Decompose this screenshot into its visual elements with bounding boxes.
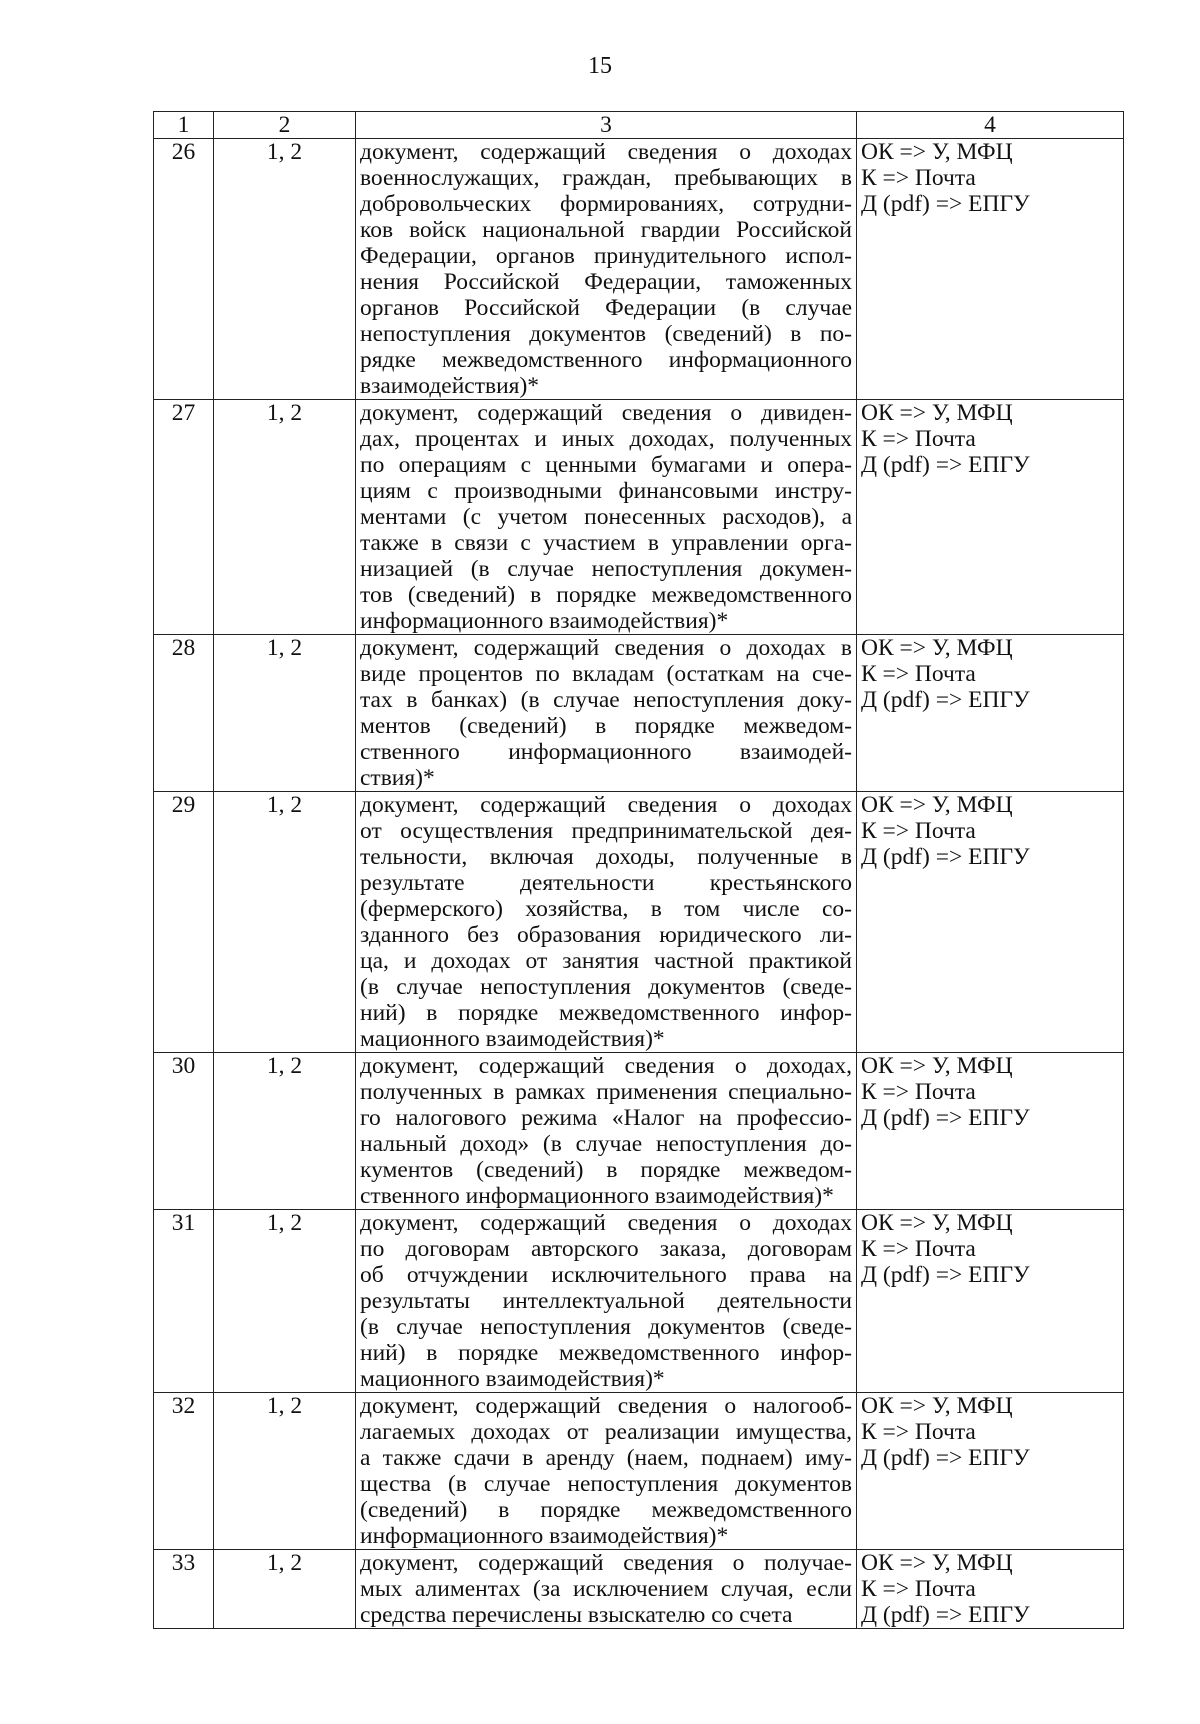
row-document-description [356,139,857,400]
document-text-line: мационного взаимодействия)* [360,1026,665,1052]
document-text-line: документ, содержащий сведения о доходах [360,792,852,818]
table-row [154,139,1124,400]
row-stages: 1, 2 [214,400,356,635]
submission-form-line: Д (pdf) => ЕПГУ [861,452,1030,478]
row-number: 28 [154,635,214,792]
document-text-line: ствия)* [360,765,435,791]
submission-form-line: К => Почта [861,1419,976,1445]
submission-form-line: ОК => У, МФЦ [861,400,1013,426]
document-text-line: полученных в рамках применения специально- [360,1079,852,1105]
row-stages: 1, 2 [214,139,356,400]
submission-form-line: К => Почта [861,426,976,452]
document-text-line: по договорам авторского заказа, договорам [360,1236,852,1262]
row-document-description [356,1550,857,1629]
document-text-line: по операциям с ценными бумагами и опера- [360,452,852,478]
row-document-description [356,1053,857,1210]
submission-form-line: ОК => У, МФЦ [861,1053,1013,1079]
document-text-line: виде процентов по вкладам (остаткам на сче- [360,661,852,687]
document-text-line: также в связи с участием в управлении орга- [360,530,852,556]
document-text-line: документ, содержащий сведения о доходах [360,139,852,165]
document-text-line: органов Российской Федерации (в случае [360,295,852,321]
row-number: 33 [154,1550,214,1629]
document-text-line: нения Российской Федерации, таможенных [360,269,852,295]
row-number: 32 [154,1393,214,1550]
document-text-line: (в случае непоступления документов (сведе- [360,974,852,1000]
page-number: 15 [588,53,612,79]
submission-form-line: Д (pdf) => ЕПГУ [861,1105,1030,1131]
row-number: 27 [154,400,214,635]
document-text-line: щества (в случае непоступления документов [360,1471,852,1497]
table-row [154,400,1124,635]
submission-form-line: ОК => У, МФЦ [861,139,1013,165]
document-text-line: рядке межведомственного информационного [360,347,852,373]
document-text-line: документ, содержащий сведения о доходах [360,1210,852,1236]
document-text-line: средства перечислены взыскателю со счета [360,1602,793,1628]
submission-form-line: Д (pdf) => ЕПГУ [861,1262,1030,1288]
row-submission-forms [857,1053,1124,1210]
row-submission-forms [857,400,1124,635]
header-col-2: 2 [214,112,356,139]
document-text-line: военнослужащих, граждан, пребывающих в [360,165,852,191]
document-text-line: дах, процентах и иных доходах, полученных [360,426,852,452]
submission-form-line: К => Почта [861,1236,976,1262]
submission-form-line: Д (pdf) => ЕПГУ [861,1445,1030,1471]
row-number: 31 [154,1210,214,1393]
submission-form-line: Д (pdf) => ЕПГУ [861,687,1030,713]
row-document-description [356,1210,857,1393]
header-col-3: 3 [356,112,857,139]
row-stages: 1, 2 [214,1550,356,1629]
document-text-line: результате деятельности крестьянского [360,870,852,896]
document-text-line: кументов (сведений) в порядке межведом- [360,1157,852,1183]
submission-form-line: Д (pdf) => ЕПГУ [861,1602,1030,1628]
document-text-line: документ, содержащий сведения о дивиден- [360,400,852,426]
document-text-line: нальный доход» (в случае непоступления до- [360,1131,852,1157]
row-document-description [356,400,857,635]
document-text-line: результаты интеллектуальной деятельности [360,1288,852,1314]
document-text-line: лагаемых доходах от реализации имущества, [360,1419,852,1445]
document-text-line: ственного информационного взаимодействия)* [360,1183,834,1209]
submission-form-line: ОК => У, МФЦ [861,792,1013,818]
submission-form-line: Д (pdf) => ЕПГУ [861,844,1030,870]
row-document-description [356,792,857,1053]
document-text-line: ментами (с учетом понесенных расходов), а [360,504,852,530]
document-text-line: го налогового режима «Налог на профессио- [360,1105,852,1131]
document-text-line: мационного взаимодействия)* [360,1366,665,1392]
table-row [154,792,1124,1053]
row-submission-forms [857,792,1124,1053]
document-text-line: низацией (в случае непоступления докумен- [360,556,852,582]
document-text-line: от осуществления предпринимательской дея- [360,818,852,844]
submission-form-line: К => Почта [861,818,976,844]
submission-form-line: К => Почта [861,165,976,191]
header-col-1: 1 [154,112,214,139]
document-text-line: об отчуждении исключительного права на [360,1262,852,1288]
document-text-line: информационного взаимодействия)* [360,1523,729,1549]
document-text-line: ментов (сведений) в порядке межведом- [360,713,852,739]
document-text-line: (сведений) в порядке межведомственного [360,1497,852,1523]
table-row [154,635,1124,792]
document-text-line: добровольческих формированиях, сотрудни- [360,191,852,217]
row-number: 30 [154,1053,214,1210]
document-text-line: Федерации, органов принудительного испол- [360,243,852,269]
document-text-line: взаимодействия)* [360,373,540,399]
document-text-line: зданного без образования юридического ли- [360,922,852,948]
row-submission-forms [857,139,1124,400]
document-text-line: ца, и доходах от занятия частной практикой [360,948,852,974]
document-text-line: ственного информационного взаимодей- [360,739,852,765]
document-text-line: непоступления документов (сведений) в по- [360,321,852,347]
document-table [153,111,1124,1629]
document-text-line: документ, содержащий сведения о получае- [360,1550,852,1576]
document-text-line: информационного взаимодействия)* [360,608,729,634]
row-stages: 1, 2 [214,1393,356,1550]
row-stages: 1, 2 [214,1210,356,1393]
document-text-line: мых алиментах (за исключением случая, если [360,1576,852,1602]
submission-form-line: К => Почта [861,661,976,687]
row-submission-forms [857,635,1124,792]
row-stages: 1, 2 [214,635,356,792]
document-text-line: ний) в порядке межведомственного инфор- [360,1000,852,1026]
submission-form-line: ОК => У, МФЦ [861,1393,1013,1419]
submission-form-line: К => Почта [861,1079,976,1105]
table-row [154,1210,1124,1393]
table-row [154,1550,1124,1629]
table-row [154,1053,1124,1210]
submission-form-line: ОК => У, МФЦ [861,635,1013,661]
document-text-line: (в случае непоступления документов (сведе- [360,1314,852,1340]
document-text-line: ков войск национальной гвардии Российской [360,217,852,243]
submission-form-line: Д (pdf) => ЕПГУ [861,191,1030,217]
row-stages: 1, 2 [214,1053,356,1210]
submission-form-line: ОК => У, МФЦ [861,1550,1013,1576]
row-submission-forms [857,1210,1124,1393]
document-text-line: документ, содержащий сведения о доходах, [360,1053,852,1079]
document-text-line: а также сдачи в аренду (наем, поднаем) иму- [360,1445,852,1471]
row-number: 29 [154,792,214,1053]
row-document-description [356,635,857,792]
row-submission-forms [857,1550,1124,1629]
document-text-line: документ, содержащий сведения о налогооб- [360,1393,852,1419]
document-text-line: тельности, включая доходы, полученные в [360,844,852,870]
document-text-line: (фермерского) хозяйства, в том числе со- [360,896,852,922]
header-row [154,112,1124,139]
row-submission-forms [857,1393,1124,1550]
submission-form-line: К => Почта [861,1576,976,1602]
table-body [154,139,1124,1629]
row-number: 26 [154,139,214,400]
document-text-line: документ, содержащий сведения о доходах в [360,635,852,661]
submission-form-line: ОК => У, МФЦ [861,1210,1013,1236]
document-text-line: тов (сведений) в порядке межведомственного [360,582,852,608]
row-stages: 1, 2 [214,792,356,1053]
document-text-line: тах в банках) (в случае непоступления доку- [360,687,852,713]
header-col-4: 4 [857,112,1124,139]
table-row [154,1393,1124,1550]
document-text-line: ний) в порядке межведомственного инфор- [360,1340,852,1366]
row-document-description [356,1393,857,1550]
document-text-line: циям с производными финансовыми инстру- [360,478,852,504]
